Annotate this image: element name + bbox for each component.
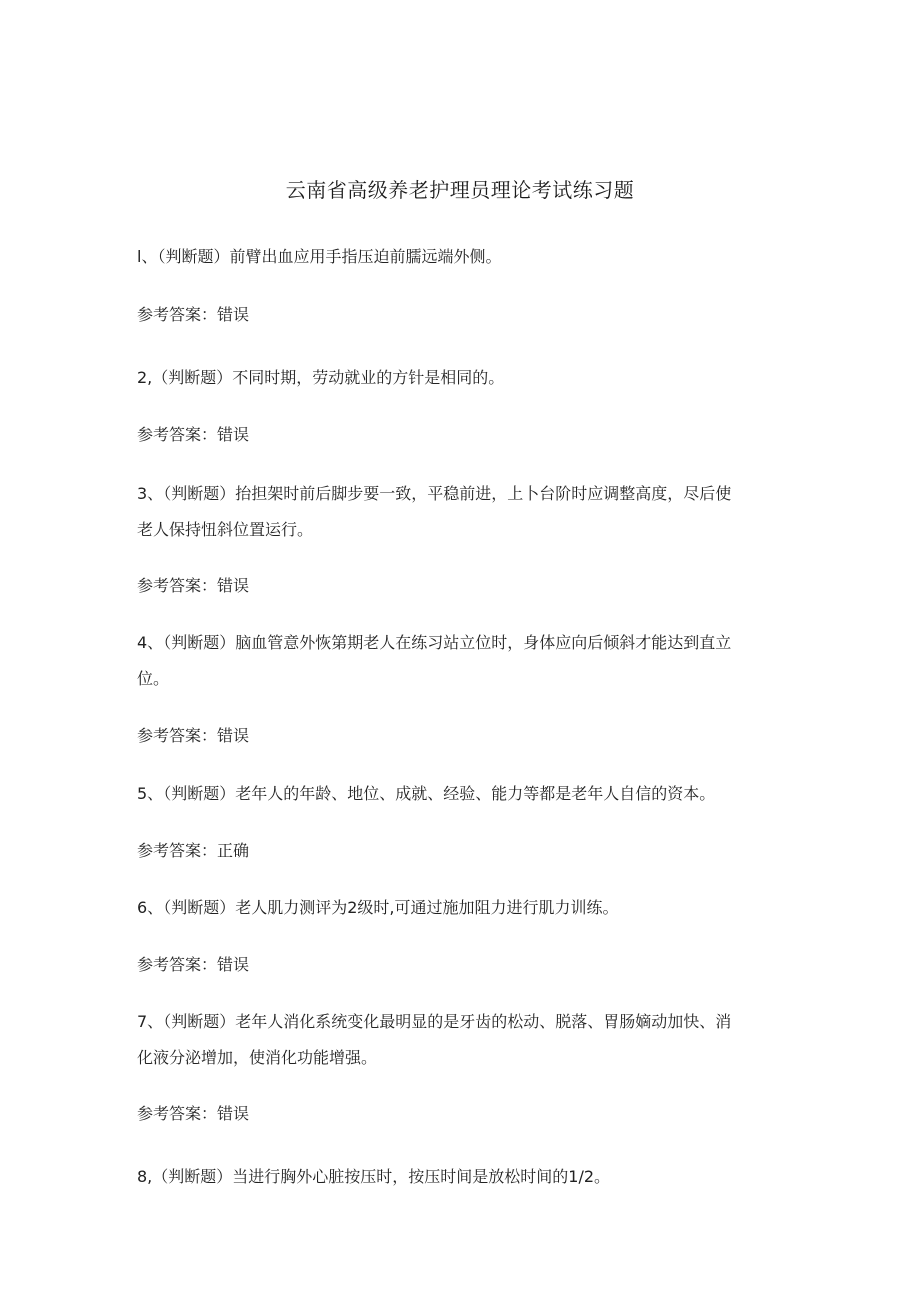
- answer-value: 错误: [217, 576, 250, 595]
- answer-6: [137, 948, 787, 982]
- answer-label: 参考答案：: [137, 955, 218, 974]
- question-type: （判断题）: [163, 1012, 236, 1031]
- question-2: [137, 361, 787, 395]
- question-number: l、: [137, 247, 158, 266]
- answer-label: 参考答案：: [137, 1104, 218, 1123]
- answer-value: 错误: [217, 1104, 250, 1123]
- answer-label: 参考答案：: [137, 841, 218, 860]
- question-6: [137, 891, 787, 925]
- answer-label: 参考答案：: [137, 726, 218, 745]
- answer-4: [137, 719, 787, 753]
- question-1: [137, 240, 787, 274]
- question-number: 5、: [137, 784, 164, 803]
- question-4-continuation: [137, 662, 787, 696]
- question-type: （判断题）: [163, 898, 236, 917]
- question-7: [137, 1005, 787, 1039]
- answer-label: 参考答案：: [137, 305, 218, 324]
- answer-value: 错误: [217, 425, 250, 444]
- answer-label: 参考答案：: [137, 576, 218, 595]
- answer-1: [137, 298, 787, 332]
- question-text: 抬担架时前后脚步要一致，平稳前进，上卜台阶时应调整高度，尽后使: [235, 484, 732, 503]
- answer-5: [137, 834, 787, 868]
- question-text-continued: 老人保持忸斜位置运行。: [137, 520, 314, 539]
- answer-7: [137, 1097, 787, 1131]
- question-text: 老年人消化系统变化最明显的是牙齿的松动、脱落、胃肠嫡动加快、消: [235, 1012, 732, 1031]
- question-5: [137, 777, 787, 811]
- question-type: （判断题）: [163, 633, 236, 652]
- question-text: 脑血管意外恢第期老人在练习站立位时，身体应向后倾斜才能达到直立: [235, 633, 732, 652]
- answer-label: 参考答案：: [137, 425, 218, 444]
- document-title: 云南省高级养老护理员理论考试练习题: [285, 178, 635, 202]
- question-number: 2,: [137, 368, 153, 387]
- question-number: 8,: [137, 1167, 153, 1186]
- answer-value: 正确: [217, 841, 250, 860]
- question-3: [137, 477, 787, 511]
- answer-2: [137, 418, 787, 452]
- question-number: 3、: [137, 484, 164, 503]
- question-number: 4、: [137, 633, 164, 652]
- answer-value: 错误: [217, 305, 250, 324]
- question-number: 6、: [137, 898, 164, 917]
- question-type: （判断题）: [157, 247, 230, 266]
- answer-3: [137, 569, 787, 603]
- question-type: （判断题）: [152, 1167, 233, 1186]
- question-text: 前臂出血应用手指压迫前臑远端外侧。: [229, 247, 502, 266]
- question-text-continued: 位。: [137, 669, 170, 688]
- question-7-continuation: [137, 1041, 787, 1075]
- question-type: （判断题）: [163, 484, 236, 503]
- question-text: 老年人的年龄、地位、成就、经验、能力等都是老年人自信的资本。: [235, 784, 716, 803]
- answer-value: 错误: [217, 955, 250, 974]
- question-text: 不同时期，劳动就业的方针是相同的。: [232, 368, 505, 387]
- question-4: [137, 626, 787, 660]
- question-number: 7、: [137, 1012, 164, 1031]
- question-type: （判断题）: [152, 368, 233, 387]
- question-text: 当进行胸外心脏按压时，按压时间是放松时间的1/2。: [232, 1167, 611, 1186]
- answer-value: 错误: [217, 726, 250, 745]
- question-text-continued: 化液分泌增加，使消化功能增强。: [137, 1048, 378, 1067]
- question-8: [137, 1160, 787, 1194]
- question-type: （判断题）: [163, 784, 236, 803]
- question-3-continuation: [137, 513, 787, 547]
- question-text: 老人肌力测评为2级时,可通过施加阻力进行肌力训练。: [235, 898, 619, 917]
